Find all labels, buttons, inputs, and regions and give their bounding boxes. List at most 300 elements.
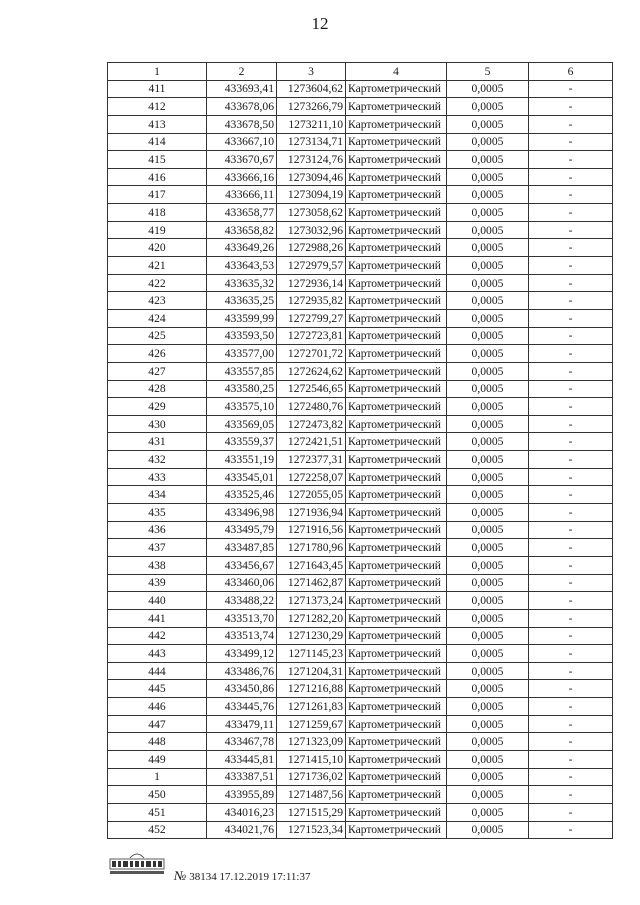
point-number: 414	[108, 133, 207, 151]
coordinate-x: 433445,76	[207, 698, 277, 716]
table-row	[108, 327, 613, 345]
determination-method: Картометрический	[346, 415, 447, 433]
coordinate-y: 1271462,87	[277, 574, 346, 592]
determination-method: Картометрический	[346, 186, 447, 204]
accuracy-value: 0,0005	[447, 133, 529, 151]
coordinate-y: 1271780,96	[277, 539, 346, 557]
accuracy-value: 0,0005	[447, 274, 529, 292]
coordinate-y: 1271487,56	[277, 786, 346, 804]
note-value: -	[529, 592, 613, 610]
accuracy-value: 0,0005	[447, 786, 529, 804]
table-row	[108, 680, 613, 698]
table-body	[108, 80, 613, 839]
accuracy-value: 0,0005	[447, 733, 529, 751]
accuracy-value: 0,0005	[447, 186, 529, 204]
coordinate-x: 433486,76	[207, 662, 277, 680]
coordinate-x: 433666,11	[207, 186, 277, 204]
column-header: 4	[346, 63, 447, 81]
note-value: -	[529, 821, 613, 839]
table-row	[108, 398, 613, 416]
note-value: -	[529, 398, 613, 416]
note-value: -	[529, 645, 613, 663]
coordinate-y: 1271282,20	[277, 609, 346, 627]
point-number: 451	[108, 803, 207, 821]
coordinate-x: 433575,10	[207, 398, 277, 416]
coordinate-x: 433525,46	[207, 486, 277, 504]
accuracy-value: 0,0005	[447, 168, 529, 186]
coordinate-y: 1272258,07	[277, 468, 346, 486]
coordinate-x: 433678,50	[207, 115, 277, 133]
coordinate-y: 1273058,62	[277, 204, 346, 222]
table-row	[108, 521, 613, 539]
point-number: 447	[108, 715, 207, 733]
accuracy-value: 0,0005	[447, 486, 529, 504]
coordinate-x: 433599,99	[207, 309, 277, 327]
table-row	[108, 133, 613, 151]
coordinate-x: 433658,77	[207, 204, 277, 222]
note-value: -	[529, 803, 613, 821]
note-value: -	[529, 733, 613, 751]
determination-method: Картометрический	[346, 592, 447, 610]
coordinate-y: 1272624,62	[277, 362, 346, 380]
coordinate-x: 433569,05	[207, 415, 277, 433]
accuracy-value: 0,0005	[447, 609, 529, 627]
table-row	[108, 592, 613, 610]
accuracy-value: 0,0005	[447, 803, 529, 821]
note-value: -	[529, 168, 613, 186]
coordinate-x: 433488,22	[207, 592, 277, 610]
table-row	[108, 168, 613, 186]
accuracy-value: 0,0005	[447, 80, 529, 98]
coordinate-y: 1272480,76	[277, 398, 346, 416]
coordinate-x: 433678,06	[207, 98, 277, 116]
note-value: -	[529, 380, 613, 398]
coordinate-x: 433495,79	[207, 521, 277, 539]
coordinate-x: 433513,74	[207, 627, 277, 645]
determination-method: Картометрический	[346, 768, 447, 786]
coordinate-x: 433445,81	[207, 750, 277, 768]
note-value: -	[529, 115, 613, 133]
determination-method: Картометрический	[346, 168, 447, 186]
accuracy-value: 0,0005	[447, 292, 529, 310]
determination-method: Картометрический	[346, 309, 447, 327]
point-number: 418	[108, 204, 207, 222]
note-value: -	[529, 468, 613, 486]
note-value: -	[529, 609, 613, 627]
point-number: 415	[108, 151, 207, 169]
coordinate-x: 433559,37	[207, 433, 277, 451]
column-header: 1	[108, 63, 207, 81]
column-header: 5	[447, 63, 529, 81]
coordinate-x: 434016,23	[207, 803, 277, 821]
point-number: 450	[108, 786, 207, 804]
accuracy-value: 0,0005	[447, 539, 529, 557]
coordinate-y: 1271261,83	[277, 698, 346, 716]
note-value: -	[529, 451, 613, 469]
coordinate-x: 433479,11	[207, 715, 277, 733]
determination-method: Картометрический	[346, 80, 447, 98]
note-value: -	[529, 680, 613, 698]
point-number: 431	[108, 433, 207, 451]
coordinate-x: 433955,89	[207, 786, 277, 804]
note-value: -	[529, 574, 613, 592]
coordinate-y: 1272936,14	[277, 274, 346, 292]
point-number: 419	[108, 221, 207, 239]
determination-method: Картометрический	[346, 221, 447, 239]
coordinate-x: 433593,50	[207, 327, 277, 345]
table-row	[108, 698, 613, 716]
point-number: 1	[108, 768, 207, 786]
coordinate-y: 1273266,79	[277, 98, 346, 116]
page-number: 12	[311, 14, 329, 33]
accuracy-value: 0,0005	[447, 468, 529, 486]
point-number: 417	[108, 186, 207, 204]
determination-method: Картометрический	[346, 803, 447, 821]
point-number: 445	[108, 680, 207, 698]
table-row	[108, 556, 613, 574]
determination-method: Картометрический	[346, 451, 447, 469]
table-row	[108, 645, 613, 663]
table-row	[108, 151, 613, 169]
accuracy-value: 0,0005	[447, 750, 529, 768]
point-number: 443	[108, 645, 207, 663]
accuracy-value: 0,0005	[447, 398, 529, 416]
column-header: 2	[207, 63, 277, 81]
accuracy-value: 0,0005	[447, 680, 529, 698]
point-number: 432	[108, 451, 207, 469]
note-value: -	[529, 274, 613, 292]
determination-method: Картометрический	[346, 786, 447, 804]
note-value: -	[529, 239, 613, 257]
coordinate-y: 1272421,51	[277, 433, 346, 451]
accuracy-value: 0,0005	[447, 151, 529, 169]
determination-method: Картометрический	[346, 398, 447, 416]
note-value: -	[529, 768, 613, 786]
determination-method: Картометрический	[346, 698, 447, 716]
accuracy-value: 0,0005	[447, 574, 529, 592]
point-number: 449	[108, 750, 207, 768]
determination-method: Картометрический	[346, 821, 447, 839]
determination-method: Картометрический	[346, 521, 447, 539]
note-value: -	[529, 539, 613, 557]
point-number: 448	[108, 733, 207, 751]
coordinate-y: 1272723,81	[277, 327, 346, 345]
determination-method: Картометрический	[346, 292, 447, 310]
coordinate-y: 1271145,23	[277, 645, 346, 663]
point-number: 420	[108, 239, 207, 257]
point-number: 411	[108, 80, 207, 98]
table-row	[108, 380, 613, 398]
coordinate-x: 433693,41	[207, 80, 277, 98]
accuracy-value: 0,0005	[447, 433, 529, 451]
coordinate-y: 1271323,09	[277, 733, 346, 751]
accuracy-value: 0,0005	[447, 698, 529, 716]
note-value: -	[529, 292, 613, 310]
note-value: -	[529, 486, 613, 504]
point-number: 416	[108, 168, 207, 186]
coordinate-y: 1272979,57	[277, 257, 346, 275]
note-value: -	[529, 627, 613, 645]
point-number: 438	[108, 556, 207, 574]
point-number: 452	[108, 821, 207, 839]
coordinates-table	[107, 62, 613, 839]
point-number: 412	[108, 98, 207, 116]
coordinate-x: 433557,85	[207, 362, 277, 380]
table-row	[108, 80, 613, 98]
point-number: 433	[108, 468, 207, 486]
table-row	[108, 186, 613, 204]
accuracy-value: 0,0005	[447, 645, 529, 663]
point-number: 444	[108, 662, 207, 680]
table-row	[108, 433, 613, 451]
determination-method: Картометрический	[346, 468, 447, 486]
table-row	[108, 468, 613, 486]
table-row	[108, 609, 613, 627]
accuracy-value: 0,0005	[447, 556, 529, 574]
point-number: 435	[108, 504, 207, 522]
table-row	[108, 627, 613, 645]
determination-method: Картометрический	[346, 433, 447, 451]
table-row	[108, 803, 613, 821]
determination-method: Картометрический	[346, 257, 447, 275]
determination-method: Картометрический	[346, 750, 447, 768]
point-number: 442	[108, 627, 207, 645]
determination-method: Картометрический	[346, 327, 447, 345]
determination-method: Картометрический	[346, 680, 447, 698]
determination-method: Картометрический	[346, 239, 447, 257]
note-value: -	[529, 151, 613, 169]
table-row	[108, 733, 613, 751]
document-registration-number: № 38134 17.12.2019 17:11:37	[174, 868, 311, 883]
note-value: -	[529, 186, 613, 204]
coordinate-x: 433635,25	[207, 292, 277, 310]
coordinate-y: 1271204,31	[277, 662, 346, 680]
point-number: 422	[108, 274, 207, 292]
accuracy-value: 0,0005	[447, 662, 529, 680]
table-row	[108, 292, 613, 310]
point-number: 423	[108, 292, 207, 310]
accuracy-value: 0,0005	[447, 115, 529, 133]
note-value: -	[529, 345, 613, 363]
point-number: 413	[108, 115, 207, 133]
column-header: 3	[277, 63, 346, 81]
determination-method: Картометрический	[346, 556, 447, 574]
determination-method: Картометрический	[346, 662, 447, 680]
coordinate-x: 433387,51	[207, 768, 277, 786]
coordinate-x: 434021,76	[207, 821, 277, 839]
accuracy-value: 0,0005	[447, 221, 529, 239]
coordinate-x: 433513,70	[207, 609, 277, 627]
point-number: 427	[108, 362, 207, 380]
accuracy-value: 0,0005	[447, 627, 529, 645]
accuracy-value: 0,0005	[447, 309, 529, 327]
point-number: 440	[108, 592, 207, 610]
coordinate-x: 433460,06	[207, 574, 277, 592]
point-number: 425	[108, 327, 207, 345]
note-value: -	[529, 415, 613, 433]
coordinate-y: 1271415,10	[277, 750, 346, 768]
coordinate-y: 1272935,82	[277, 292, 346, 310]
coordinate-x: 433666,16	[207, 168, 277, 186]
determination-method: Картометрический	[346, 380, 447, 398]
note-value: -	[529, 433, 613, 451]
table-header-row	[108, 63, 613, 81]
coordinate-y: 1272473,82	[277, 415, 346, 433]
coordinate-y: 1273094,46	[277, 168, 346, 186]
note-value: -	[529, 309, 613, 327]
accuracy-value: 0,0005	[447, 362, 529, 380]
coordinate-y: 1272701,72	[277, 345, 346, 363]
determination-method: Картометрический	[346, 133, 447, 151]
point-number: 439	[108, 574, 207, 592]
coordinate-x: 433649,26	[207, 239, 277, 257]
point-number: 421	[108, 257, 207, 275]
point-number: 429	[108, 398, 207, 416]
determination-method: Картометрический	[346, 274, 447, 292]
point-number: 424	[108, 309, 207, 327]
point-number: 446	[108, 698, 207, 716]
table-row	[108, 274, 613, 292]
accuracy-value: 0,0005	[447, 451, 529, 469]
coordinate-x: 433545,01	[207, 468, 277, 486]
accuracy-value: 0,0005	[447, 257, 529, 275]
note-value: -	[529, 80, 613, 98]
determination-method: Картометрический	[346, 115, 447, 133]
point-number: 436	[108, 521, 207, 539]
table-row	[108, 98, 613, 116]
accuracy-value: 0,0005	[447, 327, 529, 345]
note-value: -	[529, 698, 613, 716]
coordinate-y: 1271259,67	[277, 715, 346, 733]
table-row	[108, 115, 613, 133]
table-row	[108, 662, 613, 680]
determination-method: Картометрический	[346, 486, 447, 504]
table-row	[108, 362, 613, 380]
coordinate-y: 1273124,76	[277, 151, 346, 169]
coordinate-y: 1271736,02	[277, 768, 346, 786]
coordinate-y: 1273032,96	[277, 221, 346, 239]
table-row	[108, 768, 613, 786]
note-value: -	[529, 750, 613, 768]
coordinate-x: 433635,32	[207, 274, 277, 292]
note-value: -	[529, 204, 613, 222]
coordinate-y: 1271916,56	[277, 521, 346, 539]
coordinate-y: 1272055,05	[277, 486, 346, 504]
table-row	[108, 786, 613, 804]
coordinate-y: 1273094,19	[277, 186, 346, 204]
registry-stamp-icon	[108, 848, 166, 878]
determination-method: Картометрический	[346, 645, 447, 663]
accuracy-value: 0,0005	[447, 715, 529, 733]
coordinate-x: 433467,78	[207, 733, 277, 751]
table-row	[108, 750, 613, 768]
note-value: -	[529, 715, 613, 733]
note-value: -	[529, 257, 613, 275]
table-row	[108, 415, 613, 433]
coordinate-x: 433456,67	[207, 556, 277, 574]
note-value: -	[529, 786, 613, 804]
note-value: -	[529, 362, 613, 380]
table-row	[108, 574, 613, 592]
note-value: -	[529, 221, 613, 239]
coordinate-x: 433496,98	[207, 504, 277, 522]
coordinate-x: 433487,85	[207, 539, 277, 557]
coordinate-y: 1271515,29	[277, 803, 346, 821]
accuracy-value: 0,0005	[447, 821, 529, 839]
determination-method: Картометрический	[346, 151, 447, 169]
note-value: -	[529, 556, 613, 574]
accuracy-value: 0,0005	[447, 504, 529, 522]
point-number: 426	[108, 345, 207, 363]
point-number: 430	[108, 415, 207, 433]
point-number: 434	[108, 486, 207, 504]
table-row	[108, 451, 613, 469]
footer	[108, 848, 368, 888]
coordinate-y: 1273134,71	[277, 133, 346, 151]
determination-method: Картометрический	[346, 345, 447, 363]
determination-method: Картометрический	[346, 715, 447, 733]
determination-method: Картометрический	[346, 504, 447, 522]
table-row	[108, 821, 613, 839]
table-row	[108, 239, 613, 257]
coordinate-y: 1272377,31	[277, 451, 346, 469]
coordinate-y: 1272799,27	[277, 309, 346, 327]
table-row	[108, 539, 613, 557]
point-number: 428	[108, 380, 207, 398]
determination-method: Картометрический	[346, 609, 447, 627]
table-row	[108, 345, 613, 363]
determination-method: Картометрический	[346, 733, 447, 751]
column-header: 6	[529, 63, 613, 81]
accuracy-value: 0,0005	[447, 415, 529, 433]
accuracy-value: 0,0005	[447, 239, 529, 257]
note-value: -	[529, 662, 613, 680]
coordinate-x: 433667,10	[207, 133, 277, 151]
coordinate-x: 433643,53	[207, 257, 277, 275]
table-row	[108, 257, 613, 275]
point-number: 441	[108, 609, 207, 627]
note-value: -	[529, 133, 613, 151]
note-value: -	[529, 327, 613, 345]
table-row	[108, 309, 613, 327]
point-number: 437	[108, 539, 207, 557]
accuracy-value: 0,0005	[447, 592, 529, 610]
determination-method: Картометрический	[346, 627, 447, 645]
determination-method: Картометрический	[346, 574, 447, 592]
coordinate-x: 433450,86	[207, 680, 277, 698]
table-row	[108, 486, 613, 504]
coordinate-y: 1271373,24	[277, 592, 346, 610]
note-value: -	[529, 521, 613, 539]
coordinate-y: 1273211,10	[277, 115, 346, 133]
determination-method: Картометрический	[346, 98, 447, 116]
coordinate-x: 433580,25	[207, 380, 277, 398]
table-row	[108, 504, 613, 522]
coordinate-y: 1271216,88	[277, 680, 346, 698]
coordinate-y: 1272988,26	[277, 239, 346, 257]
coordinate-x: 433551,19	[207, 451, 277, 469]
table-row	[108, 715, 613, 733]
coordinate-x: 433670,67	[207, 151, 277, 169]
accuracy-value: 0,0005	[447, 204, 529, 222]
determination-method: Картометрический	[346, 204, 447, 222]
coordinate-x: 433499,12	[207, 645, 277, 663]
accuracy-value: 0,0005	[447, 768, 529, 786]
coordinate-y: 1271230,29	[277, 627, 346, 645]
accuracy-value: 0,0005	[447, 380, 529, 398]
coordinate-y: 1271523,34	[277, 821, 346, 839]
note-value: -	[529, 504, 613, 522]
